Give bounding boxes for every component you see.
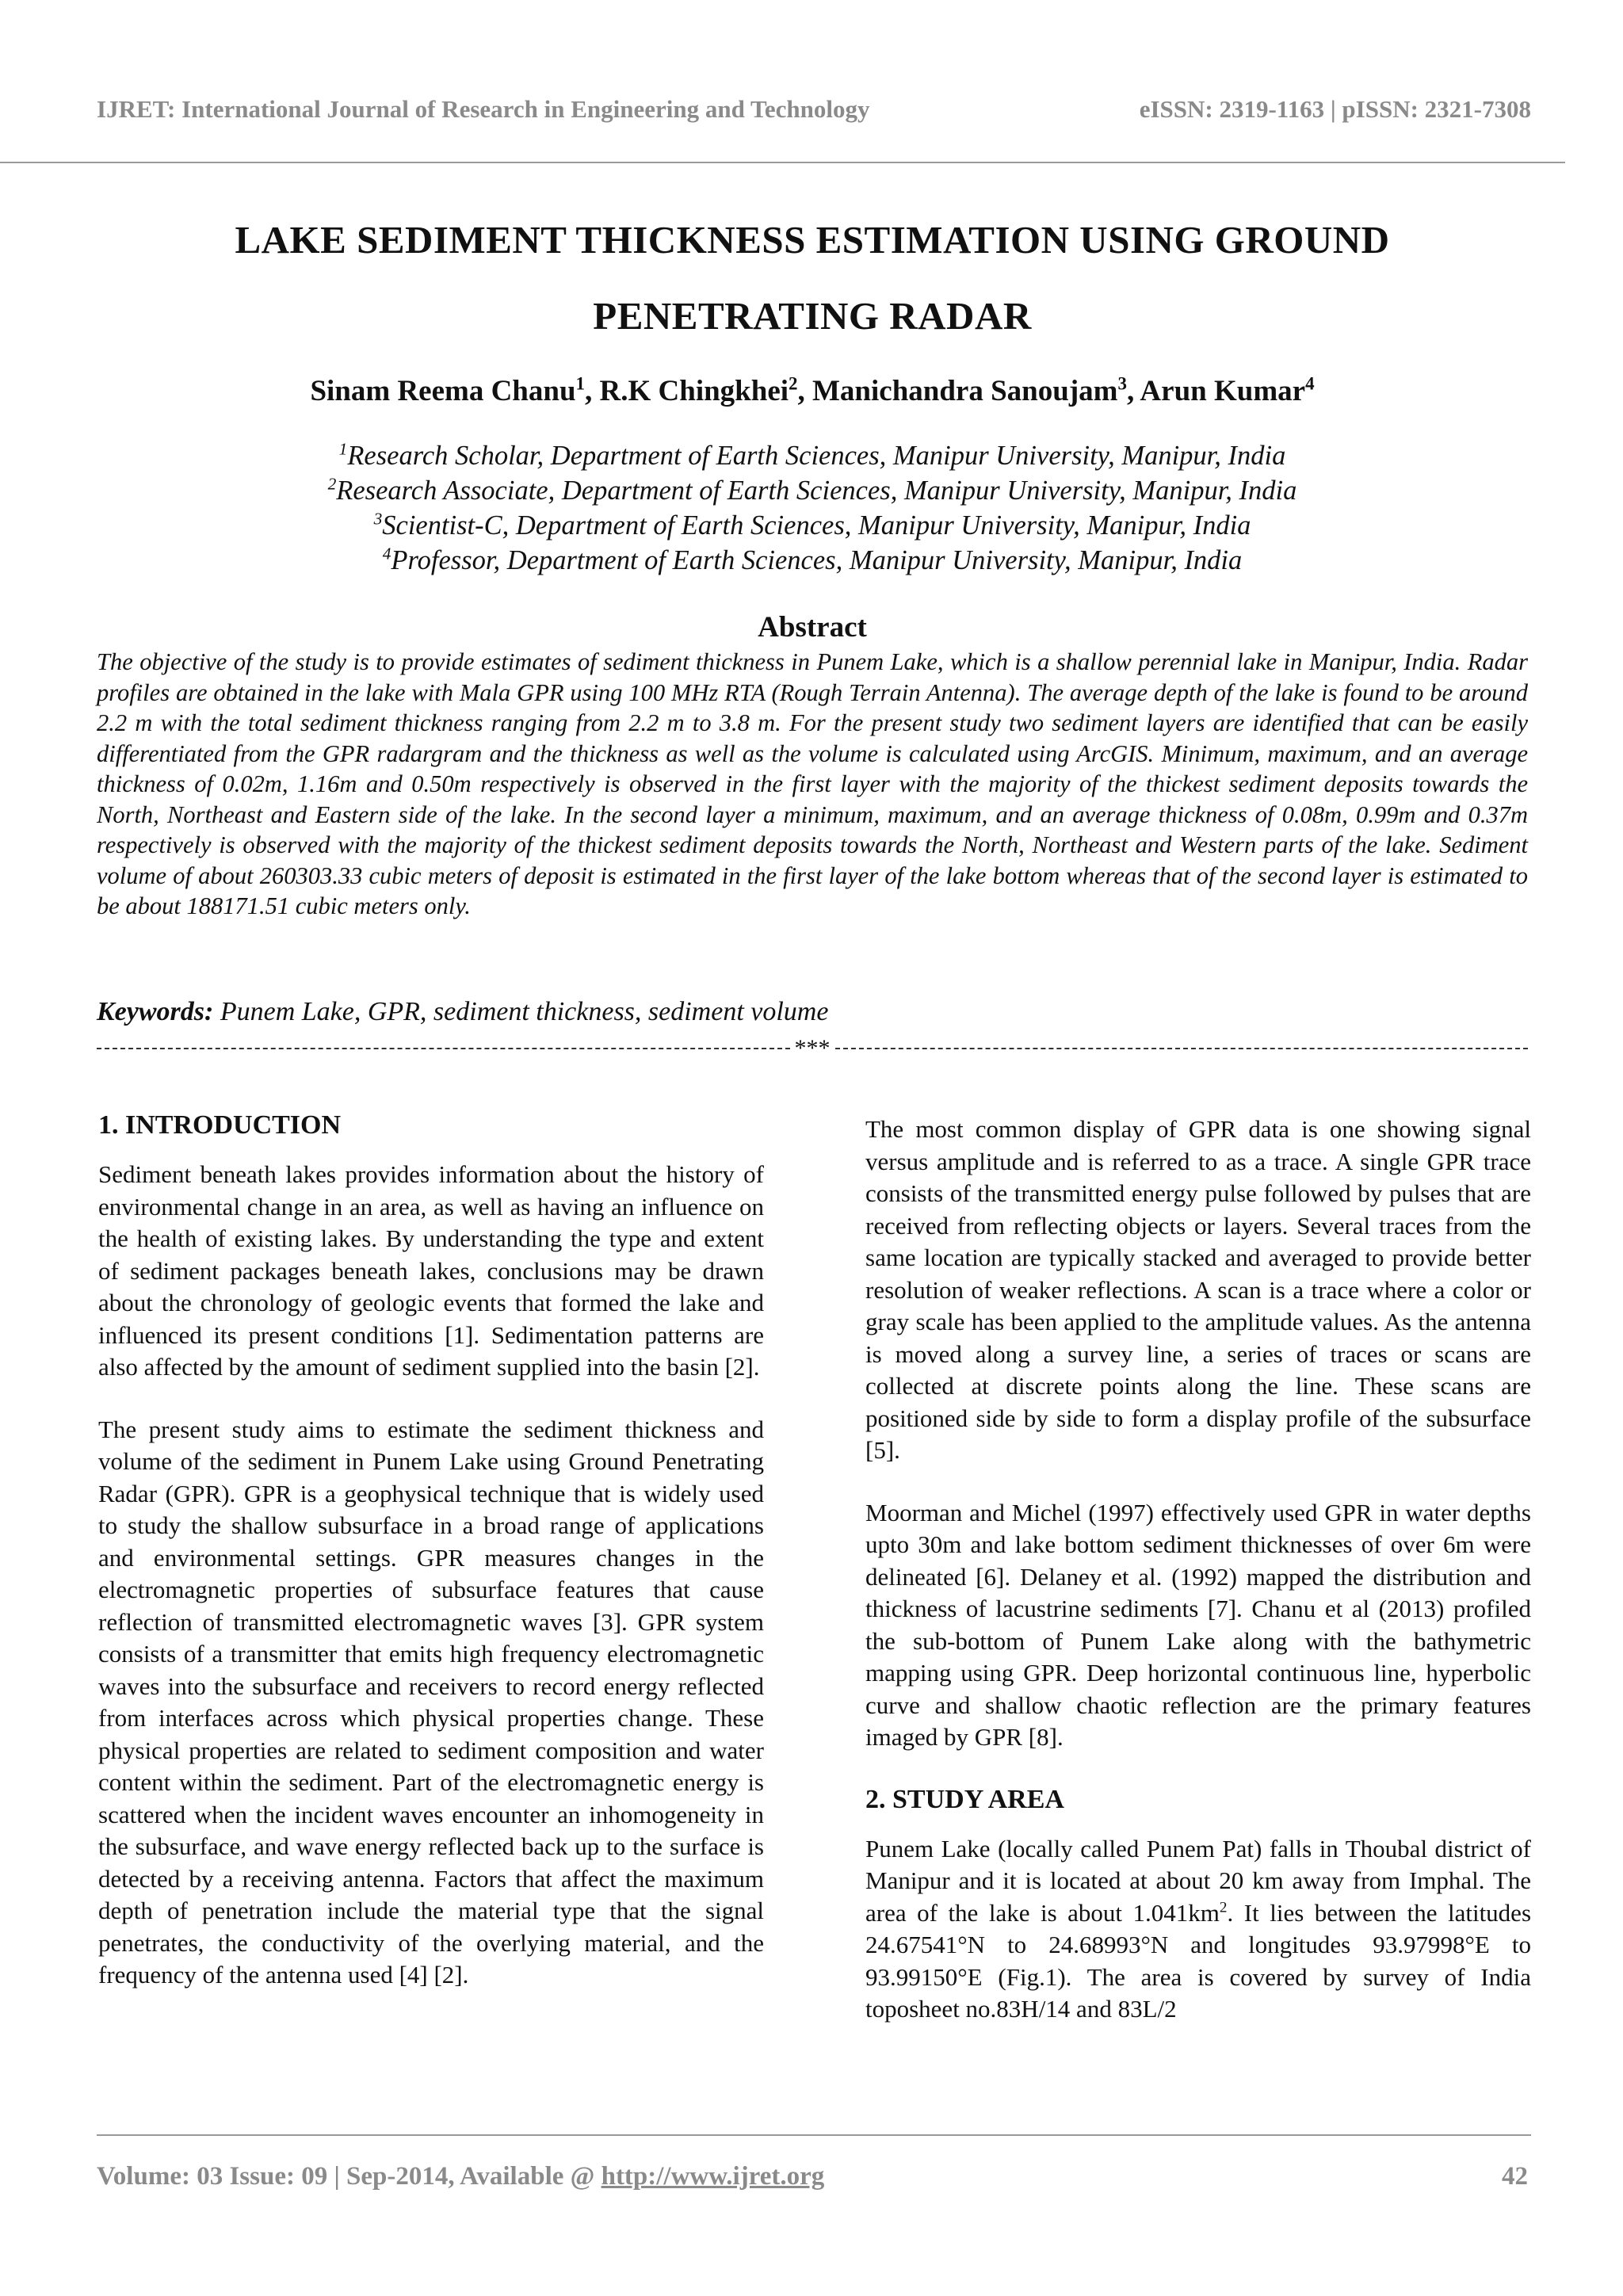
author: R.K Chingkhei$^2$,	[599, 373, 812, 407]
author-list	[95, 374, 1529, 408]
author: Manichandra Sanoujam$^3$,	[812, 373, 1140, 407]
affiliation: $^2$Research Associate, Department of Earth Sciences, Manipur University, Manipur, India	[327, 474, 1297, 506]
section-separator	[97, 1035, 1528, 1062]
section-heading-study-area: 2. STUDY AREA	[865, 1784, 1064, 1814]
author: Sinam Reema Chanu$^1$,	[310, 373, 600, 407]
paragraph: The most common display of GPR data is one showing signal versus amplitude and is referred to as a trace. A single GPR trace consists of the transmitted energy pulse followed by pulses that are received from reflecting objects or layers. Several traces from the same location are typically stacked and averaged to provide better resolution of weaker reflections. A scan is a trace where a color or gray scale has been applied to the amplitude values. As the antenna is moved along a survey line, a series of traces or scans are collected at discrete points along the line. These scans are positioned side by side to form a display profile of the subsurface [5].	[865, 1115, 1531, 1464]
journal-url-link[interactable]: http://www.ijret.org	[601, 2162, 825, 2191]
page-number: 42	[1502, 2162, 1528, 2191]
running-footer	[97, 2162, 1528, 2191]
separator-mark: ***	[794, 1035, 831, 1061]
abstract-body: The objective of the study is to provide estimates of sediment thickness in Punem Lake, which is a shallow perennial lake in Manipur, India. Radar profiles are obtained in the lake with Mala GPR using 100 MHz RTA (Rough Terrain Antenna). The average depth of the lake is found to be around 2.2 m with the total sediment thickness ranging from 2.2 m to 3.8 m. For the present study two sediment layers are identified that can be easily differentiated from the GPR radargram and the thickness as well as the volume is calculated using ArcGIS. Minimum, maximum, and an average thickness of 0.02m, 1.16m and 0.50m respectively is observed in the first layer with the majority of the thickest sediment deposits towards the North, Northeast and Eastern side of the lake. In the second layer a minimum, maximum, and an average thickness of 0.08m, 0.99m and 0.37m respectively is observed with the majority of the thickest sediment deposits towards the North, Northeast and Western parts of the lake. Sediment volume of about 260303.33 cubic meters of deposit is estimated in the first layer of the lake bottom whereas that of the second layer is estimated to be about 188171.51 cubic meters only.	[97, 648, 1528, 919]
issn-numbers: eISSN: 2319-1163 | pISSN: 2321-7308	[1139, 95, 1531, 123]
keywords-text: Punem Lake, GPR, sediment thickness, sediment volume	[220, 997, 829, 1026]
affiliation: $^4$Professor, Department of Earth Sciences, Manipur University, Manipur, India	[382, 544, 1243, 575]
paper-title	[95, 202, 1529, 354]
running-header	[97, 95, 1531, 124]
right-column	[865, 1114, 1531, 2056]
paragraph: Moorman and Michel (1997) effectively used GPR in water depths upto 30m and lake bottom sediment thicknesses of over 6m were delineated [6]. Delaney et al. (1992) mapped the distribution and thickness of lacustrine sediments [7]. Chanu et al (2013) profiled the sub-bottom of Punem Lake along with the bathymetric mapping using GPR. Deep horizontal continuous line, hyperbolic curve and shallow chaotic reflection are the primary features imaged by GPR [8].	[865, 1498, 1531, 1751]
paragraph: Sediment beneath lakes provides information about the history of environmental change in an area, as well as having an influence on the health of existing lakes. By understanding the type and extent of sediment packages beneath lakes, conclusions may be drawn about the chronology of geologic events that formed the lake and influenced its present conditions [1]. Sedimentation patterns are also affected by the amount of sediment supplied into the basin [2].	[98, 1160, 764, 1381]
title-line-1: LAKE SEDIMENT THICKNESS ESTIMATION USING GROUND	[235, 218, 1390, 262]
footer-divider	[97, 2134, 1531, 2136]
header-divider	[0, 162, 1565, 163]
keywords	[97, 997, 1528, 1027]
paragraph: The present study aims to estimate the sediment thickness and volume of the sediment in Punem Lake using Ground Penetrating Radar (GPR). GPR is a geophysical technique that is widely used to study the shallow subsurface in a broad range of applications and environmental settings. GPR measures changes in the electromagnetic properties of subsurface features that cause reflection of transmitted electromagnetic waves [3]. GPR system consists of a transmitter that emits high frequency electromagnetic waves into the subsurface and receivers to record energy reflected from interfaces across which physical properties change. These physical properties are related to sediment composition and water content within the sediment. Part of the electromagnetic energy is scattered when the incident waves encounter an inhomogeneity in the subsurface, and wave energy reflected back up to the surface is detected by a receiving antenna. Factors that affect the maximum depth of penetration include the material type that the signal penetrates, the conductivity of the overlying material, and the frequency of the antenna used [4] [2].	[98, 1415, 764, 1988]
affiliation: $^1$Research Scholar, Department of Earth Sciences, Manipur University, Manipur, India	[338, 439, 1286, 471]
author: Arun Kumar$^4$	[1140, 373, 1315, 407]
affiliation: $^3$Scientist-C, Department of Earth Sciences, Manipur University, Manipur, India	[373, 509, 1251, 541]
journal-name: IJRET: International Journal of Research in Engineering and Technology	[97, 95, 870, 123]
title-line-2: PENETRATING RADAR	[593, 294, 1032, 338]
section-heading-introduction: 1. INTRODUCTION	[98, 1110, 342, 1140]
paragraph: Punem Lake (locally called Punem Pat) falls in Thoubal district of Manipur and it is located at about 20 km away from Imphal. The area of the lake is about $1.041km^2$. It lies between the latitudes 24.67541°N to 24.68993°N and longitudes 93.97998°E to 93.99150°E (Fig.1). The area is covered by survey of India toposheet no.83H/14 and 83L/2	[865, 1834, 1532, 2023]
keywords-label: Keywords:	[97, 997, 214, 1026]
abstract-heading: Abstract	[758, 611, 867, 644]
left-column	[98, 1110, 764, 2022]
volume-info: Volume: 03 Issue: 09 | Sep-2014, Available @ http://www.ijret.org	[97, 2162, 825, 2191]
affiliation-list	[95, 438, 1529, 578]
